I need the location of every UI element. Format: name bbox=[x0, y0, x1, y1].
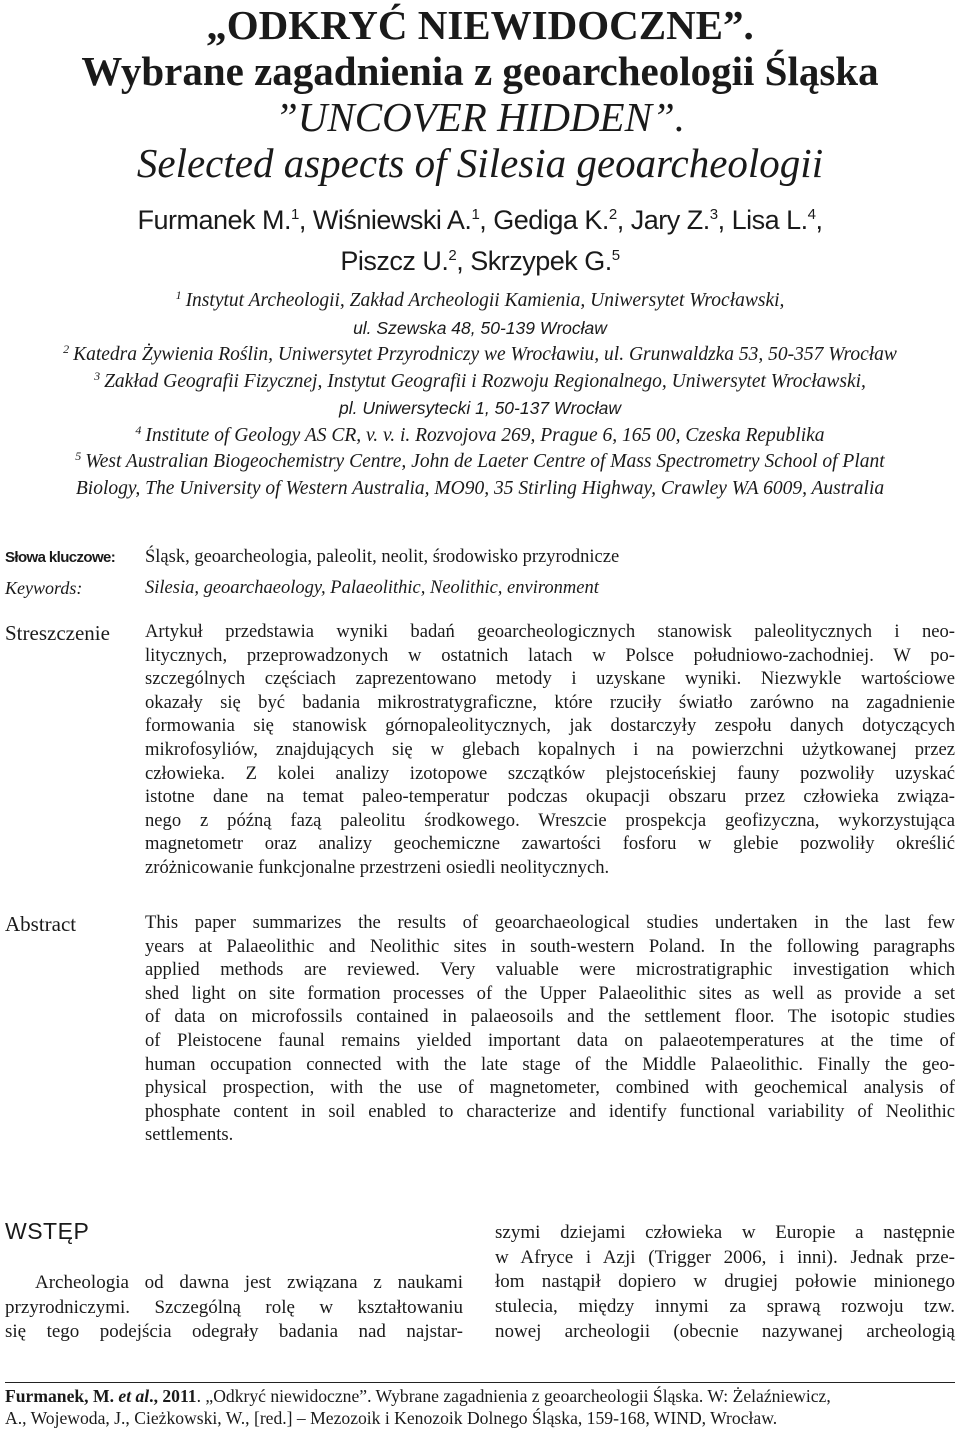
text-line: się tego podejścia odegrały badania nad najstar- bbox=[5, 1321, 463, 1343]
text-line: shed light on site formation processes of the Upper Palaeolithic sites as well as provide a set bbox=[145, 982, 955, 1004]
intro-right-column bbox=[495, 1221, 955, 1344]
text-line: Archeologia od dawna jest związana z naukami bbox=[35, 1272, 463, 1293]
citation-line2: A., Wojewoda, J., Cieżkowski, W., [red.] – Mezozoik i Kenozoik Dolnego Śląska, 159-168, WIND, Wrocław. bbox=[5, 1407, 778, 1428]
affiliation-3: $^3$ Zakład Geografii Fizycznej, Instytut Geografii i Rozwoju Regionalnego, Uniwersytet Wrocławski, bbox=[94, 368, 866, 392]
text-line: szczególnych częściach zaprezentowano metody i uzyskane wyniki. Niezwykle wartościowe bbox=[145, 668, 955, 690]
text-line: human occupation connected with the late stage of the Middle Palaeolithic. Finally the geo- bbox=[145, 1053, 955, 1075]
footer-rule bbox=[5, 1382, 955, 1383]
keywords-en-value: Silesia, geoarchaeology, Palaeolithic, Neolithic, environment bbox=[145, 578, 599, 598]
affiliation-5: $^5$ West Australian Biogeochemistry Centre, John de Laeter Centre of Mass Spectrometry School of Plant bbox=[75, 449, 885, 472]
text-line: stulecia, między innymi za sprawą rozwoju tzw. bbox=[495, 1296, 955, 1318]
affiliation-4: $^4$ Institute of Geology AS CR, v. v. i. Rozvojova 269, Prague 6, 165 00, Czeska Republika bbox=[135, 422, 825, 446]
author-4: , Jary Z.$^3$ bbox=[616, 205, 718, 235]
authors-line1 bbox=[0, 200, 960, 241]
affiliation-1-address: ul. Szewska 48, 50-139 Wrocław bbox=[353, 317, 607, 338]
text-line: Artykuł przedstawia wyniki badań geoarcheologicznych stanowisk paleolitycznych i neo- bbox=[145, 621, 955, 642]
text-line: przyrodniczymi. Szczególną rolę w kształtowaniu bbox=[5, 1296, 463, 1318]
keywords-pl-row bbox=[5, 545, 955, 570]
text-line: This paper summarizes the results of geoarchaeological studies undertaken in the last few bbox=[145, 912, 955, 933]
streszczenie-section bbox=[5, 620, 955, 880]
affiliation-5-cont: Biology, The University of Western Australia, MO90, 35 Stirling Highway, Crawley WA 6009, Australia bbox=[75, 477, 885, 499]
text-line: mikrofosyliów, znajdujących się w glebach kopalnych i na powierzchni użytkowanej przez bbox=[145, 738, 955, 760]
text-line: zróżnicowanie funkcjonalne przestrzeni osiedli neolitycznych. bbox=[145, 856, 610, 878]
text-line: szymi dziejami człowieka w Europie a następnie bbox=[495, 1222, 955, 1243]
text-line: settlements. bbox=[145, 1124, 234, 1146]
text-line: litycznych, przeprowadzonych w ostatnich latach w Polsce południowo-zachodniej. W po- bbox=[145, 644, 955, 666]
keywords-en-row bbox=[5, 576, 955, 601]
title-pl-line1: „ODKRYĆ NIEWIDOCZNE”. bbox=[206, 2, 754, 48]
citation-line1: Furmanek, M. et al., 2011. „Odkryć niewidoczne”. Wybrane zagadnienia z geoarcheologii Śląska. W: Żelaźniewicz, bbox=[5, 1386, 831, 1406]
text-line: years at Palaeolithic and Neolithic sites in south-western Poland. In the following paragraphs bbox=[145, 935, 955, 957]
title-block bbox=[0, 0, 960, 186]
text-line: nowej archeologii (obecnie nazywanej archeologią bbox=[495, 1320, 955, 1342]
keywords-block bbox=[5, 545, 955, 601]
intro-left-column bbox=[5, 1271, 463, 1345]
streszczenie-text bbox=[145, 620, 955, 880]
keywords-pl-label: Słowa kluczowe: bbox=[5, 549, 116, 566]
keywords-en-label: Keywords: bbox=[5, 578, 83, 598]
citation bbox=[5, 1386, 955, 1429]
affiliation-1: $^1$ Instytut Archeologii, Zakład Archeologii Kamienia, Uniwersytet Wrocławski, bbox=[175, 288, 785, 311]
text-line: w Afryce i Azji (Trigger 2006, i inni). Jednak prze- bbox=[495, 1246, 955, 1268]
text-line: istotne dane na temat paleo-temperatur podczas okupacji obszaru przez człowieka związa- bbox=[145, 786, 955, 808]
text-line: physical prospection, with the use of magnetometer, combined with geochemical analysis of bbox=[145, 1077, 955, 1099]
text-line: okazały się być badania mikrostratygraficzne, które rzuciły światło zarówno na zagadnienie bbox=[145, 691, 955, 713]
author-6: Piszcz U.$^2$ bbox=[340, 246, 457, 276]
author-3: , Gediga K.$^2$ bbox=[479, 205, 617, 235]
keywords-pl-value: Śląsk, geoarcheologia, paleolit, neolit, środowisko przyrodnicze bbox=[145, 547, 620, 567]
text-line: formowania się stanowisk górnopaleolitycznych, jak dostarczyły zespołu danych dotyczących bbox=[145, 715, 955, 737]
text-line: applied methods are reviewed. Very valuable were microstratigraphic investigation which bbox=[145, 959, 955, 981]
text-line: nego z późną fazą paleolitu środkowego. Wreszcie prospekcja geofizyczna, wykorzystująca bbox=[145, 809, 955, 831]
abstract-section bbox=[5, 911, 955, 1147]
intro-heading: WSTĘP bbox=[5, 1218, 90, 1244]
author-2: , Wiśniewski A.$^1$ bbox=[298, 205, 480, 235]
text-line: of data on microfossils contained in palaeosoils and the settlement floor. The isotopic studies bbox=[145, 1006, 955, 1028]
text-line: of Pleistocene faunal remains yielded important data on palaeotemperatures at the time of bbox=[145, 1029, 955, 1051]
affiliation-3-address: pl. Uniwersytecki 1, 50-137 Wrocław bbox=[338, 398, 622, 418]
author-5: , Lisa L.$^4$ bbox=[717, 205, 816, 235]
abstract-text bbox=[145, 911, 955, 1147]
title-en-line1: ”UNCOVER HIDDEN”. bbox=[274, 94, 686, 140]
affiliations bbox=[0, 288, 960, 502]
authors-block bbox=[0, 200, 960, 282]
authors-line2 bbox=[0, 241, 960, 282]
title-pl-line2: Wybrane zagadnienia z geoarcheologii Śląska bbox=[81, 48, 879, 94]
author-1: Furmanek M.$^1$ bbox=[137, 205, 299, 235]
text-line: phosphate content in soil enabled to characterize and identify functional variability of Neolithic bbox=[145, 1100, 955, 1122]
author-7: , Skrzypek G.$^5$ bbox=[456, 246, 620, 276]
abstract-label: Abstract bbox=[5, 912, 77, 936]
text-line: magnetometr oraz analizy geochemiczne zawartości fosforu w glebie pozwoliły określić bbox=[145, 833, 955, 855]
author-sep: , bbox=[815, 205, 823, 235]
streszczenie-label: Streszczenie bbox=[5, 621, 110, 645]
affiliation-2: $^2$ Katedra Żywienia Roślin, Uniwersytet Przyrodniczy we Wrocławiu, ul. Grunwaldzka 53, 50-357 Wrocław bbox=[63, 342, 897, 365]
title-en-line2: Selected aspects of Silesia geoarcheologii bbox=[136, 140, 824, 186]
text-line: człowieka. Z kolei analizy izotopowe szczątków plejstoceńskiej fauny pozwoliły uzyskać bbox=[145, 762, 955, 784]
text-line: łom nastąpił dopiero w drugiej połowie minionego bbox=[495, 1271, 955, 1293]
